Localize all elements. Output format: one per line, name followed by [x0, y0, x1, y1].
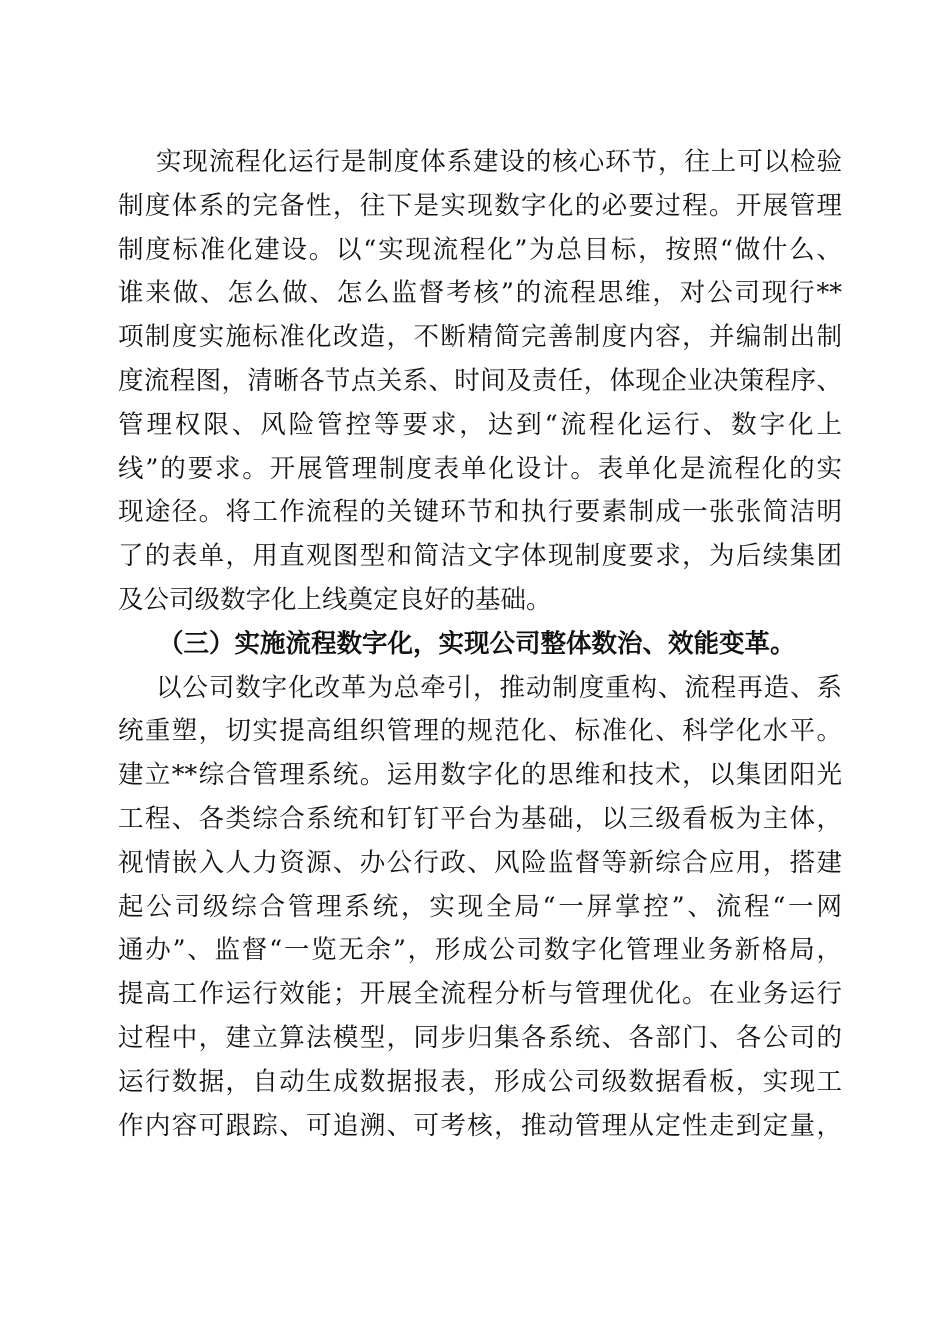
- text-line: 起公司级综合管理系统，实现全局“一屏掌控”、流程“一网: [118, 891, 842, 922]
- text-line: 工程、各类综合系统和钉钉平台为基础，以三级看板为主体，: [118, 803, 842, 834]
- text-line: 通办”、监督“一览无余”，形成公司数字化管理业务新格局，: [118, 935, 842, 966]
- text-line: 实现流程化运行是制度体系建设的核心环节，往上可以检验: [156, 147, 842, 177]
- text-line: 项制度实施标准化改造，不断精简完善制度内容，并编制出制: [118, 322, 842, 353]
- text-line: 制度标准化建设。以“实现流程化”为总目标，按照“做什么、: [118, 234, 842, 265]
- paragraph-digitalization: [118, 667, 842, 1149]
- text-line: 运行数据，自动生成数据报表，形成公司级数据看板，实现工: [118, 1066, 842, 1097]
- document-body: [118, 141, 842, 1148]
- text-line: 统重塑，切实提高组织管理的规范化、标准化、科学化水平。: [118, 716, 842, 747]
- text-line: 了的表单，用直观图型和简洁文字体现制度要求，为后续集团: [118, 541, 842, 572]
- text-line: 提高工作运行效能；开展全流程分析与管理优化。在业务运行: [118, 979, 842, 1010]
- section-heading-3: （三）实施流程数字化，实现公司整体数治、效能变革。: [158, 628, 796, 659]
- text-line: 度流程图，清晰各节点关系、时间及责任，体现企业决策程序、: [118, 365, 842, 396]
- text-line: 线”的要求。开展管理制度表单化设计。表单化是流程化的实: [118, 453, 842, 484]
- text-line: 现途径。将工作流程的关键环节和执行要素制成一张张简洁明: [118, 497, 842, 528]
- text-line: 及公司级数字化上线奠定良好的基础。: [118, 584, 552, 615]
- text-line: 建立**综合管理系统。运用数字化的思维和技术，以集团阳光: [118, 760, 842, 791]
- text-line: 以公司数字化改革为总牵引，推动制度重构、流程再造、系: [156, 672, 842, 703]
- text-line: 制度体系的完备性，往下是实现数字化的必要过程。开展管理: [118, 190, 842, 221]
- text-line: 管理权限、风险管控等要求，达到“流程化运行、数字化上: [118, 409, 842, 440]
- text-line: 过程中，建立算法模型，同步归集各系统、各部门、各公司的: [118, 1022, 842, 1053]
- text-line: 作内容可跟踪、可追溯、可考核，推动管理从定性走到定量，: [118, 1110, 842, 1141]
- text-line: 谁来做、怎么做、怎么监督考核”的流程思维，对公司现行**: [118, 278, 842, 309]
- paragraph-process-standardization: [118, 141, 842, 623]
- text-line: 视情嵌入人力资源、办公行政、风险监督等新综合应用，搭建: [118, 847, 842, 878]
